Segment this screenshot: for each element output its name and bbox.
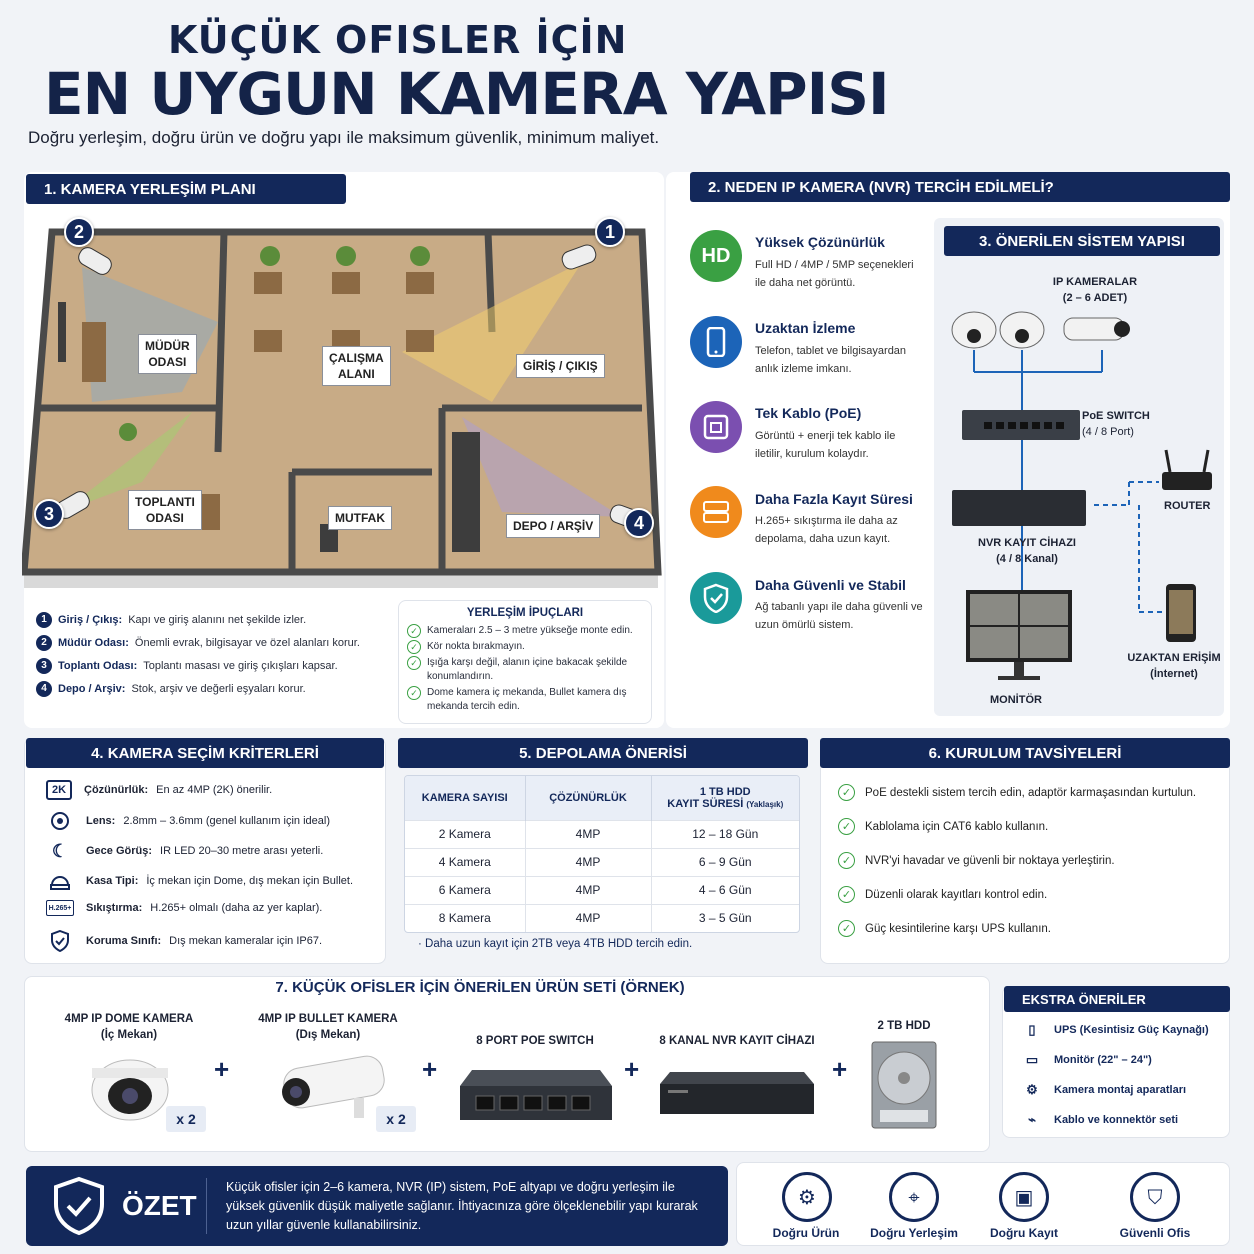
install-item: ✓ Düzenli olarak kayıtları kontrol edin. <box>838 886 1047 903</box>
criteria-item: Kasa Tipi: İç mekan için Dome, dış mekan için Bullet. <box>46 870 353 892</box>
why-desc: H.265+ sıkıştırma ile daha az depolama, daha uzun kayıt. <box>755 515 898 545</box>
camera-badge-1: 1 <box>595 217 625 247</box>
h265-icon: H.265+ <box>46 900 74 916</box>
tip-item: ✓ Kör nokta bırakmayın. <box>407 640 643 654</box>
product-label: 2 TB HDD <box>877 1020 931 1032</box>
tips-box <box>398 600 652 724</box>
extra-banner: EKSTRA ÖNERİLER <box>1004 986 1230 1012</box>
quantity-badge: x 2 <box>166 1106 206 1132</box>
room-label-depo: DEPO / ARŞİV <box>506 514 600 538</box>
dome-camera-image <box>88 1050 172 1122</box>
install-item: ✓ Güç kesintilerine karşı UPS kullanın. <box>838 920 1051 937</box>
summary-title: ÖZET <box>122 1190 197 1221</box>
criteria-banner: 4. KAMERA SEÇİM KRİTERLERİ <box>26 738 384 768</box>
summary-text: Küçük ofisler için 2–6 kamera, NVR (IP) sistem, PoE altyapı ve doğru yerleşim ile yüksek güvenlik düşük maliyetle sağlanır. İhtiyacınıza göre ölçeklenebilir yapı kurarak uzun yıllar güvenle kullanabilirsiniz. <box>226 1180 698 1232</box>
dome-icon <box>46 870 74 892</box>
why-title: Yüksek Çözünürlük <box>755 234 885 250</box>
room-label-giris: GİRİŞ / ÇIKIŞ <box>516 354 605 378</box>
why-banner: 2. NEDEN IP KAMERA (NVR) TERCİH EDİLMELİ? <box>690 172 1230 202</box>
extra-item: ▭ Monitör (22" – 24") <box>1022 1052 1152 1068</box>
tip-item: ✓ Dome kamera iç mekanda, Bullet kamera dış mekanda tercih edin. <box>407 686 643 714</box>
install-item: ✓ PoE destekli sistem tercih edin, adaptör karmaşasından kurtulun. <box>838 784 1196 801</box>
title-line2: EN UYGUN KAMERA YAPISI <box>44 60 889 128</box>
legend-item: 1 Giriş / Çıkış: Kapı ve giriş alanını net şekilde izler. <box>36 608 396 631</box>
legend-item: 2 Müdür Odası: Önemli evrak, bilgisayar ve özel alanları korur. <box>36 631 396 654</box>
table-row: 6 Kamera 4MP 4 – 6 Gün <box>405 876 799 904</box>
monitor-label: MONİTÖR <box>990 694 1042 706</box>
criteria-item: Lens: 2.8mm – 3.6mm (genel kullanım için ideal) <box>46 810 330 832</box>
extra-item: ⚙ Kamera montaj aparatları <box>1022 1082 1186 1098</box>
storage-note: · Daha uzun kayıt için 2TB veya 4TB HDD tercih edin. <box>418 938 693 950</box>
legend-item: 4 Depo / Arşiv: Stok, arşiv ve değerli eşyaları korur. <box>36 677 396 700</box>
room-label-mutfak: MUTFAK <box>328 506 392 530</box>
criteria-item: Koruma Sınıfı: Dış mekan kameralar için IP67. <box>46 930 322 952</box>
nvr-image <box>658 1070 816 1116</box>
storage-icon <box>690 486 742 538</box>
storage-table <box>405 776 799 932</box>
extra-item: ⌁ Kablo ve konnektör seti <box>1022 1112 1178 1128</box>
room-label-calisma: ÇALIŞMA ALANI <box>322 346 391 386</box>
shield-icon <box>690 572 742 624</box>
hdd-image <box>870 1040 938 1130</box>
why-desc: Ağ tabanlı yapı ile daha güvenli ve uzun ömürlü sistem. <box>755 601 923 631</box>
extra-item: ▯ UPS (Kesintisiz Güç Kaynağı) <box>1022 1022 1209 1038</box>
ethernet-icon <box>690 401 742 453</box>
product-label: 8 KANAL NVR KAYIT CİHAZI <box>659 1035 815 1047</box>
correct-product-icon: ⚙ <box>782 1172 832 1222</box>
plus-icon: + <box>214 1054 230 1084</box>
pillar-label: Doğru Yerleşim <box>870 1226 958 1240</box>
cable-icon: ⌁ <box>1028 1112 1036 1127</box>
monitor-icon: ▭ <box>1025 1052 1039 1067</box>
camera-badge-2: 2 <box>64 217 94 247</box>
room-label-toplanti: TOPLANTI ODASI <box>128 490 202 530</box>
room-label-mudur: MÜDÜR ODASI <box>138 334 197 374</box>
why-desc: Telefon, tablet ve bilgisayardan anlık izleme imkanı. <box>755 345 907 375</box>
title-line1: KÜÇÜK OFISLER İÇİN <box>168 18 628 62</box>
shield-icon <box>46 930 74 952</box>
table-row: 4 Kamera 4MP 6 – 9 Gün <box>405 848 799 876</box>
plus-icon: + <box>624 1054 640 1084</box>
pillar-label: Güvenli Ofis <box>1119 1226 1191 1240</box>
why-desc: Görüntü + enerji tek kablo ile iletilir, kurulum kolaydır. <box>755 430 896 460</box>
shield-icon <box>52 1176 106 1236</box>
criteria-item: 2K Çözünürlük: En az 4MP (2K) önerilir. <box>46 780 272 800</box>
placement-banner: 1. KAMERA YERLEŞİM PLANI <box>26 174 346 204</box>
hd-icon: HD <box>690 230 742 282</box>
ups-icon: ▯ <box>1028 1022 1036 1037</box>
storage-table-wrap <box>404 775 800 933</box>
router-label: ROUTER <box>1164 500 1211 512</box>
col-header: 1 TB HDD KAYIT SÜRESİ (Yaklaşık) <box>651 776 799 820</box>
poe-switch-image <box>458 1066 614 1122</box>
placement-legend <box>36 608 396 700</box>
why-title: Daha Güvenli ve Stabil <box>755 577 906 593</box>
recording-icon: ▣ <box>999 1172 1049 1222</box>
why-title: Uzaktan İzleme <box>755 320 856 336</box>
table-row: 2 Kamera 4MP 12 – 18 Gün <box>405 820 799 848</box>
remote-label: UZAKTAN ERİŞİM (İnternet) <box>1127 652 1221 680</box>
install-item: ✓ Kablolama için CAT6 kablo kullanın. <box>838 818 1048 835</box>
subtitle: Doğru yerleşim, doğru ürün ve doğru yapı ile maksimum güvenlik, minimum maliyet. <box>28 128 660 147</box>
product-label: 4MP IP DOME KAMERA (İç Mekan) <box>64 1013 194 1041</box>
tips-title: YERLEŞİM İPUÇLARI <box>466 607 584 619</box>
switch-label: PoE SWITCH (4 / 8 Port) <box>1082 410 1150 438</box>
phone-icon <box>690 316 742 368</box>
why-title: Daha Fazla Kayıt Süresi <box>755 491 913 507</box>
install-banner: 6. KURULUM TAVSİYELERİ <box>820 738 1230 768</box>
legend-item: 3 Toplantı Odası: Toplantı masası ve giriş çıkışları kapsar. <box>36 654 396 677</box>
table-row: 8 Kamera 4MP 3 – 5 Gün <box>405 904 799 932</box>
lens-icon <box>46 810 74 832</box>
plus-icon: + <box>422 1054 438 1084</box>
criteria-item: ☾ Gece Görüş: IR LED 20–30 metre arası yeterli. <box>46 840 323 862</box>
quantity-badge: x 2 <box>376 1106 416 1132</box>
products-banner: 7. KÜÇÜK OFİSLER İÇİN ÖNERİLEN ÜRÜN SETİ (ÖRNEK) <box>180 979 780 996</box>
summary-divider <box>206 1178 207 1234</box>
col-header: ÇÖZÜNÜRLÜK <box>525 776 651 820</box>
mount-icon: ⚙ <box>1026 1082 1038 1097</box>
nvr-label: NVR KAYIT CİHAZI (4 / 8 Kanal) <box>978 537 1076 565</box>
plus-icon: + <box>832 1054 848 1084</box>
pillar-label: Doğru Ürün <box>772 1226 840 1240</box>
cameras-label: IP KAMERALAR (2 – 6 ADET) <box>1052 276 1138 304</box>
why-desc: Full HD / 4MP / 5MP seçenekleri ile daha net görüntü. <box>755 259 914 289</box>
moon-icon: ☾ <box>51 840 69 861</box>
system-banner: 3. ÖNERİLEN SİSTEM YAPISI <box>944 226 1220 256</box>
tip-item: ✓ Kameraları 2.5 – 3 metre yükseğe monte edin. <box>407 624 643 638</box>
product-label: 8 PORT POE SWITCH <box>476 1035 594 1047</box>
product-label: 4MP IP BULLET KAMERA (Dış Mekan) <box>258 1013 398 1041</box>
camera-badge-3: 3 <box>34 499 64 529</box>
storage-banner: 5. DEPOLAMA ÖNERİSİ <box>398 738 808 768</box>
why-title: Tek Kablo (PoE) <box>755 405 862 421</box>
col-header: KAMERA SAYISI <box>405 776 525 820</box>
tip-item: ✓ Işığa karşı değil, alanın içine bakacak şekilde konumlandırın. <box>407 656 643 684</box>
criteria-item: H.265+ Sıkıştırma: H.265+ olmalı (daha az yer kaplar). <box>46 900 322 916</box>
location-icon: ⌖ <box>889 1172 939 1222</box>
2k-icon: 2K <box>46 780 72 800</box>
pillar-label: Doğru Kayıt <box>989 1226 1058 1240</box>
secure-office-icon: ⛉ <box>1130 1172 1180 1222</box>
install-item: ✓ NVR'yi havadar ve güvenli bir noktaya yerleştirin. <box>838 852 1115 869</box>
camera-badge-4: 4 <box>624 508 654 538</box>
